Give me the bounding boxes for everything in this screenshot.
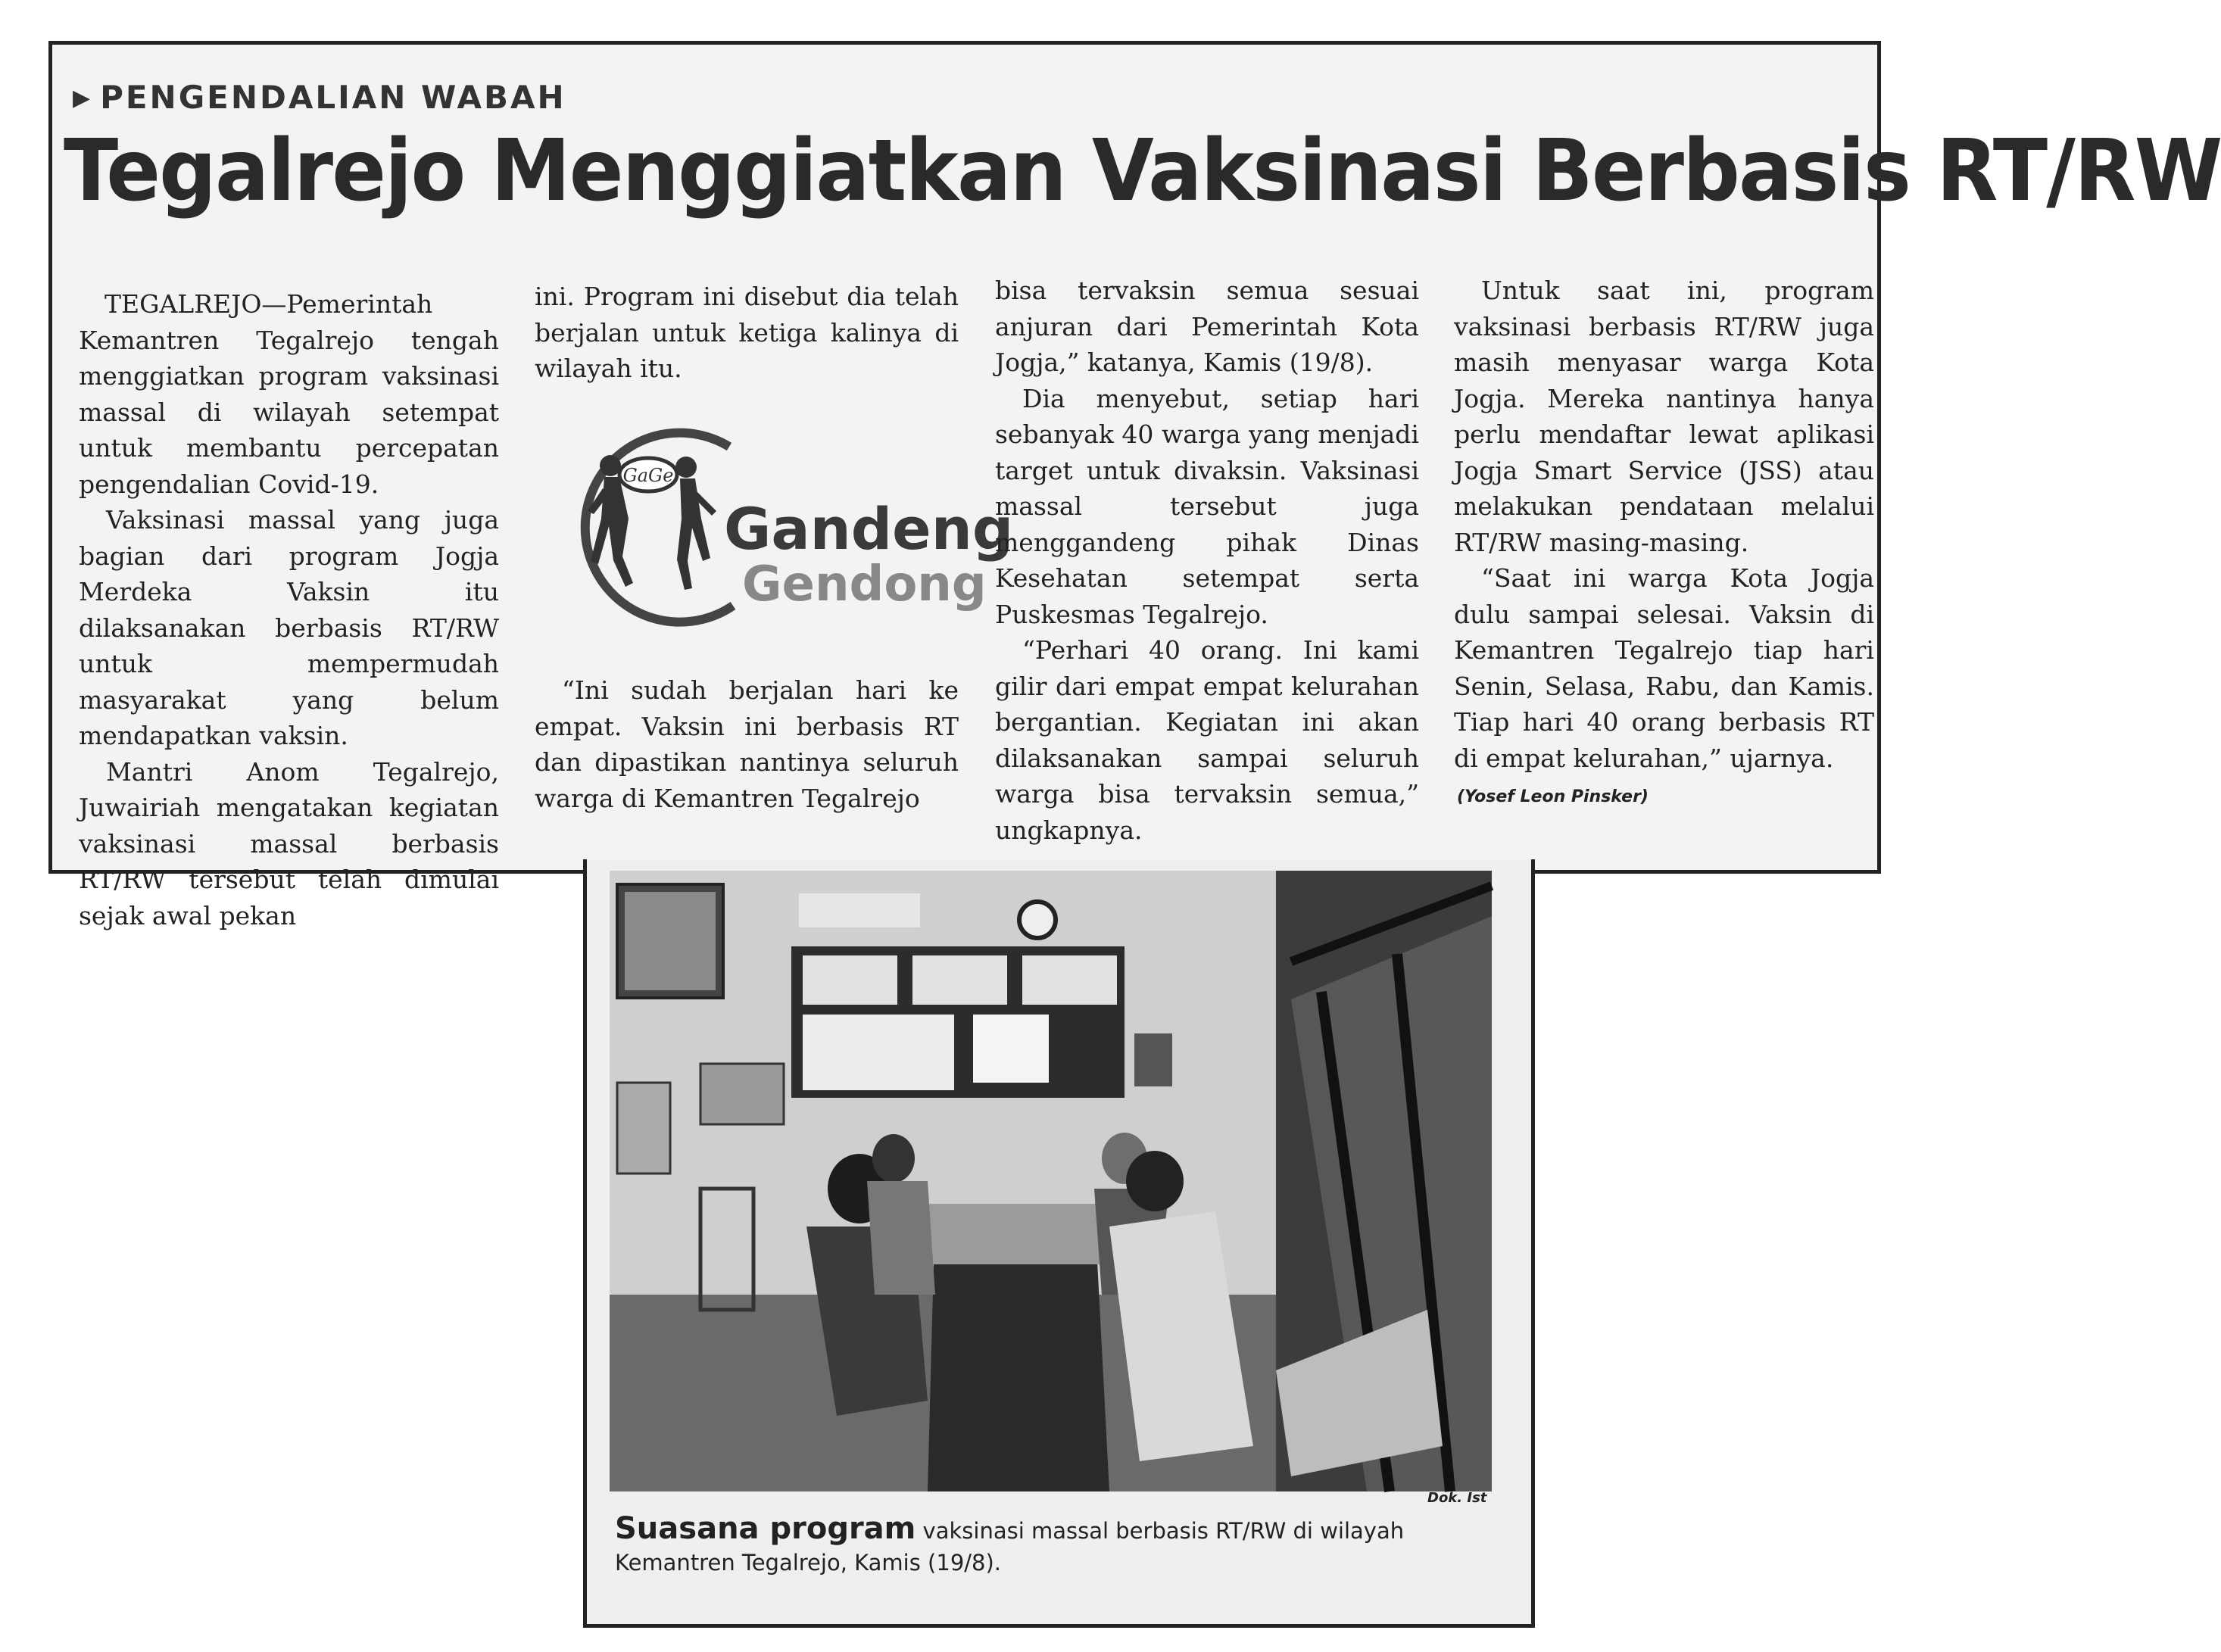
column-2-top: [535, 279, 959, 387]
triangle-icon: ▶: [73, 85, 93, 111]
rubric-text: PENGENDALIAN WABAH: [100, 79, 566, 116]
logo-word-2: Gendong: [742, 556, 987, 612]
paragraph: Vaksinasi massal yang juga bagian dari program Jogja Merdeka Vaksin itu dilaksanakan berbasis RT/RW untuk mempermudah masyarakat yang belum mendapatkan vaksin.: [79, 505, 499, 750]
paragraph: TEGALREJO—Pemerintah Kemantren Tegalrejo tengah menggiatkan program vaksinasi massal di wilayah setempat untuk membantu percepatan pengendalian Covid-19.: [79, 289, 499, 499]
caption-text: vaksinasi massal berbasis RT/RW di wilayah Kemantren Tegalrejo, Kamis (19/8).: [615, 1518, 1405, 1576]
paragraph: Mantri Anom Tegalrejo, Juwairiah mengatakan kegiatan vaksinasi massal berbasis RT/RW tersebut telah dimulai sejak awal pekan: [79, 756, 499, 930]
column-4: [1454, 273, 1874, 815]
logo-badge-text: GaGe: [622, 465, 674, 486]
paragraph: Dia menyebut, setiap hari sebanyak 40 warga yang menjadi target untuk divaksin. Vaksinasi massal tersebut juga menggandeng pihak Dinas Kesehatan setempat serta Puskesmas Tegalrejo.: [995, 383, 1419, 629]
rubric: [73, 79, 566, 116]
logo-word-1: Gandeng: [724, 495, 1014, 563]
paragraph: ini. Program ini disebut dia telah berjalan untuk ketiga kalinya di wilayah itu.: [535, 282, 959, 383]
paragraph: “Perhari 40 orang. Ini kami gilir dari empat empat kelurahan bergantian. Kegiatan ini akan dilaksanakan sampai seluruh warga bisa tervaksin semua,” ungkapnya.: [995, 635, 1419, 845]
paragraph: bisa tervaksin semua sesuai anjuran dari Pemerintah Kota Jogja,” katanya, Kamis (19/8).: [995, 276, 1419, 377]
gandeng-gendong-logo: [544, 420, 1014, 632]
paragraph: Untuk saat ini, program vaksinasi berbasis RT/RW juga masih menyasar warga Kota Jogja. Mereka nantinya hanya perlu mendaftar lewat aplikasi Jogja Smart Service (JSS) atau melakukan pendataan melalui RT/RW masing-masing.: [1454, 276, 1874, 557]
column-2-bottom: [535, 672, 959, 816]
caption-lead: Suasana program: [615, 1511, 916, 1546]
photo-caption: [615, 1513, 1501, 1579]
headline: Tegalrejo Menggiatkan Vaksinasi Berbasis RT/RW: [64, 122, 2221, 220]
vaccination-photo: [610, 871, 1492, 1491]
paragraph: “Saat ini warga Kota Jogja dulu sampai selesai. Vaksin di Kemantren Tegalrejo tiap hari Senin, Selasa, Rabu, dan Kamis. Tiap hari 40 orang berbasis RT di empat kelurahan,” ujarnya.: [1454, 563, 1874, 773]
column-3: [995, 273, 1419, 848]
paragraph: “Ini sudah berjalan hari ke empat. Vaksin ini berbasis RT dan dipastikan nantinya seluruh warga di Kemantren Tegalrejo: [535, 675, 959, 813]
column-1: [79, 286, 499, 934]
byline: (Yosef Leon Pinsker): [1457, 787, 1649, 806]
photo-credit: Dok. Ist: [1427, 1490, 1487, 1506]
